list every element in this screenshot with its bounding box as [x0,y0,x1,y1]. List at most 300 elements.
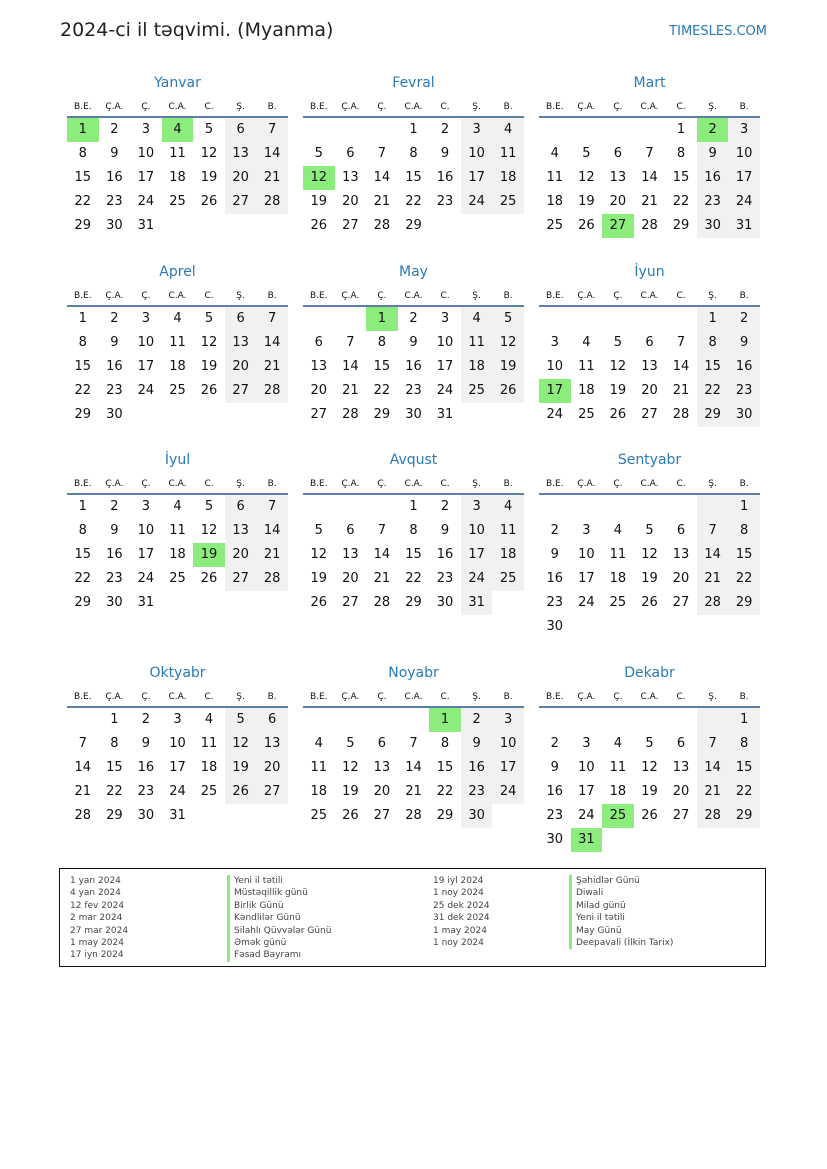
day-cell[interactable]: 7 [645,146,654,161]
day-cell[interactable]: 8 [728,519,760,543]
day-cell[interactable]: 18 [169,359,186,374]
day-cell[interactable]: 5 [645,736,654,751]
day-cell[interactable]: 23 [106,571,123,586]
day-cell[interactable]: 5 [346,736,355,751]
day-cell[interactable]: 14 [641,170,658,185]
day-cell[interactable]: 5 [314,146,323,161]
day-cell[interactable]: 21 [256,355,288,379]
day-cell[interactable]: 10 [137,335,155,350]
day-cell[interactable]: 23 [546,808,564,823]
day-cell[interactable]: 29 [74,218,92,233]
day-cell[interactable]: 25 [602,804,634,828]
day-cell[interactable]: 14 [697,756,729,780]
day-cell[interactable]: 10 [461,142,493,166]
day-cell[interactable]: 3 [582,523,591,538]
day-cell[interactable]: 23 [728,379,760,403]
day-cell[interactable]: 30 [106,407,123,422]
day-cell[interactable]: 30 [546,619,564,634]
day-cell[interactable]: 29 [697,403,729,427]
day-cell[interactable]: 18 [492,543,524,567]
day-cell[interactable]: 1 [429,708,461,732]
day-cell[interactable]: 26 [578,218,595,233]
day-cell[interactable]: 31 [571,828,603,852]
day-cell[interactable]: 26 [492,379,524,403]
day-cell[interactable]: 15 [106,760,123,775]
day-cell[interactable]: 23 [436,571,454,586]
day-cell[interactable]: 23 [405,383,422,398]
day-cell[interactable]: 22 [74,571,92,586]
day-cell[interactable]: 7 [697,732,729,756]
day-cell[interactable]: 7 [78,736,87,751]
day-cell[interactable]: 29 [405,218,422,233]
day-cell[interactable]: 26 [225,780,257,804]
day-cell[interactable]: 21 [74,784,92,799]
day-cell[interactable]: 1 [728,708,760,732]
day-cell[interactable]: 5 [204,311,214,326]
day-cell[interactable]: 29 [74,407,92,422]
day-cell[interactable]: 12 [342,760,359,775]
day-cell[interactable]: 16 [728,355,760,379]
day-cell[interactable]: 17 [169,760,186,775]
day-cell[interactable]: 7 [697,519,729,543]
day-cell[interactable]: 12 [310,547,328,562]
day-cell[interactable]: 26 [609,407,627,422]
day-cell[interactable]: 8 [409,146,418,161]
day-cell[interactable]: 21 [697,780,729,804]
day-cell[interactable]: 26 [641,595,658,610]
day-cell[interactable]: 16 [436,170,454,185]
day-cell[interactable]: 12 [200,523,218,538]
day-cell[interactable]: 25 [310,808,328,823]
day-cell[interactable]: 7 [346,335,355,350]
day-cell[interactable]: 10 [546,359,564,374]
day-cell[interactable]: 4 [582,335,591,350]
day-cell[interactable]: 8 [78,335,87,350]
day-cell[interactable]: 26 [641,808,658,823]
day-cell[interactable]: 20 [373,784,391,799]
day-cell[interactable]: 5 [645,523,654,538]
day-cell[interactable]: 24 [546,407,564,422]
day-cell[interactable]: 26 [200,194,218,209]
day-cell[interactable]: 8 [697,331,729,355]
day-cell[interactable]: 8 [409,523,418,538]
day-cell[interactable]: 6 [613,146,623,161]
day-cell[interactable]: 19 [200,170,218,185]
day-cell[interactable]: 12 [492,331,524,355]
day-cell[interactable]: 2 [110,499,119,514]
day-cell[interactable]: 23 [137,784,155,799]
day-cell[interactable]: 7 [409,736,418,751]
day-cell[interactable]: 22 [74,194,92,209]
day-cell[interactable]: 16 [405,359,422,374]
day-cell[interactable]: 25 [169,194,186,209]
day-cell[interactable]: 25 [492,190,524,214]
day-cell[interactable]: 27 [672,808,690,823]
day-cell[interactable]: 29 [405,595,422,610]
day-cell[interactable]: 4 [173,499,182,514]
day-cell[interactable]: 24 [169,784,186,799]
brand-link[interactable]: TIMESLES.COM [669,24,767,39]
day-cell[interactable]: 31 [461,591,493,615]
day-cell[interactable]: 28 [641,218,658,233]
day-cell[interactable]: 11 [169,335,186,350]
day-cell[interactable]: 1 [78,499,87,514]
day-cell[interactable]: 10 [461,519,493,543]
day-cell[interactable]: 19 [310,571,328,586]
day-cell[interactable]: 20 [342,571,359,586]
day-cell[interactable]: 6 [377,736,387,751]
day-cell[interactable]: 4 [204,712,214,727]
day-cell[interactable]: 28 [697,804,729,828]
day-cell[interactable]: 13 [225,142,257,166]
day-cell[interactable]: 16 [546,784,564,799]
day-cell[interactable]: 5 [314,523,323,538]
day-cell[interactable]: 6 [645,335,654,350]
day-cell[interactable]: 4 [173,311,182,326]
day-cell[interactable]: 3 [461,495,493,519]
day-cell[interactable]: 22 [405,194,422,209]
day-cell[interactable]: 1 [110,712,119,727]
day-cell[interactable]: 25 [609,595,627,610]
day-cell[interactable]: 9 [728,331,760,355]
day-cell[interactable]: 22 [405,571,422,586]
day-cell[interactable]: 6 [225,118,257,142]
day-cell[interactable]: 17 [137,547,155,562]
day-cell[interactable]: 13 [672,547,690,562]
day-cell[interactable]: 17 [461,543,493,567]
day-cell[interactable]: 22 [74,383,92,398]
day-cell[interactable]: 8 [676,146,686,161]
day-cell[interactable]: 28 [672,407,690,422]
day-cell[interactable]: 9 [110,146,119,161]
day-cell[interactable]: 29 [106,808,123,823]
day-cell[interactable]: 20 [225,166,257,190]
day-cell[interactable]: 4 [162,118,194,142]
day-cell[interactable]: 4 [550,146,559,161]
day-cell[interactable]: 3 [173,712,182,727]
day-cell[interactable]: 3 [728,118,760,142]
day-cell[interactable]: 18 [609,571,627,586]
day-cell[interactable]: 24 [578,595,595,610]
day-cell[interactable]: 7 [256,118,288,142]
day-cell[interactable]: 15 [405,170,422,185]
day-cell[interactable]: 24 [137,194,155,209]
day-cell[interactable]: 11 [609,547,627,562]
day-cell[interactable]: 6 [346,146,355,161]
day-cell[interactable]: 4 [492,118,524,142]
day-cell[interactable]: 4 [461,307,493,331]
day-cell[interactable]: 28 [697,591,729,615]
day-cell[interactable]: 16 [137,760,155,775]
day-cell[interactable]: 15 [74,170,92,185]
day-cell[interactable]: 5 [204,122,214,137]
day-cell[interactable]: 13 [225,331,257,355]
day-cell[interactable]: 19 [225,756,257,780]
day-cell[interactable]: 24 [137,571,155,586]
day-cell[interactable]: 26 [200,571,218,586]
day-cell[interactable]: 12 [609,359,627,374]
day-cell[interactable]: 10 [578,547,595,562]
day-cell[interactable]: 18 [609,784,627,799]
day-cell[interactable]: 2 [550,736,559,751]
day-cell[interactable]: 25 [461,379,493,403]
day-cell[interactable]: 18 [546,194,564,209]
day-cell[interactable]: 10 [728,142,760,166]
day-cell[interactable]: 30 [461,804,493,828]
day-cell[interactable]: 16 [697,166,729,190]
day-cell[interactable]: 12 [578,170,595,185]
day-cell[interactable]: 21 [672,383,690,398]
day-cell[interactable]: 20 [256,756,288,780]
day-cell[interactable]: 30 [137,808,155,823]
day-cell[interactable]: 11 [169,146,186,161]
day-cell[interactable]: 9 [141,736,151,751]
day-cell[interactable]: 2 [141,712,151,727]
day-cell[interactable]: 18 [169,170,186,185]
day-cell[interactable]: 30 [106,595,123,610]
day-cell[interactable]: 5 [582,146,591,161]
day-cell[interactable]: 30 [106,218,123,233]
day-cell[interactable]: 27 [342,595,359,610]
day-cell[interactable]: 20 [310,383,328,398]
day-cell[interactable]: 20 [609,194,627,209]
day-cell[interactable]: 28 [74,808,92,823]
day-cell[interactable]: 3 [582,736,591,751]
day-cell[interactable]: 11 [546,170,564,185]
day-cell[interactable]: 23 [546,595,564,610]
day-cell[interactable]: 6 [676,523,686,538]
day-cell[interactable]: 25 [492,567,524,591]
day-cell[interactable]: 14 [342,359,359,374]
day-cell[interactable]: 14 [373,170,391,185]
day-cell[interactable]: 14 [256,331,288,355]
day-cell[interactable]: 14 [256,142,288,166]
day-cell[interactable]: 19 [193,543,225,567]
day-cell[interactable]: 17 [578,571,595,586]
day-cell[interactable]: 9 [110,523,119,538]
day-cell[interactable]: 28 [405,808,422,823]
day-cell[interactable]: 2 [110,311,119,326]
day-cell[interactable]: 16 [106,547,123,562]
day-cell[interactable]: 16 [106,359,123,374]
day-cell[interactable]: 2 [440,499,450,514]
day-cell[interactable]: 1 [409,499,418,514]
day-cell[interactable]: 17 [578,784,595,799]
day-cell[interactable]: 22 [728,780,760,804]
day-cell[interactable]: 6 [225,307,257,331]
day-cell[interactable]: 12 [303,166,335,190]
day-cell[interactable]: 5 [225,708,257,732]
day-cell[interactable]: 14 [74,760,92,775]
day-cell[interactable]: 4 [492,495,524,519]
day-cell[interactable]: 22 [697,379,729,403]
day-cell[interactable]: 3 [141,311,151,326]
day-cell[interactable]: 2 [550,523,559,538]
day-cell[interactable]: 8 [78,523,87,538]
day-cell[interactable]: 29 [74,595,92,610]
day-cell[interactable]: 8 [440,736,450,751]
day-cell[interactable]: 25 [169,571,186,586]
day-cell[interactable]: 2 [697,118,729,142]
day-cell[interactable]: 5 [613,335,623,350]
day-cell[interactable]: 2 [110,122,119,137]
day-cell[interactable]: 9 [110,335,119,350]
day-cell[interactable]: 24 [728,190,760,214]
day-cell[interactable]: 18 [310,784,328,799]
day-cell[interactable]: 13 [373,760,391,775]
day-cell[interactable]: 9 [409,335,418,350]
day-cell[interactable]: 12 [641,760,658,775]
day-cell[interactable]: 19 [578,194,595,209]
day-cell[interactable]: 21 [373,571,391,586]
day-cell[interactable]: 19 [609,383,627,398]
day-cell[interactable]: 2 [440,122,450,137]
day-cell[interactable]: 27 [225,567,257,591]
day-cell[interactable]: 18 [492,166,524,190]
day-cell[interactable]: 24 [578,808,595,823]
day-cell[interactable]: 17 [436,359,454,374]
day-cell[interactable]: 15 [728,543,760,567]
day-cell[interactable]: 17 [137,359,155,374]
day-cell[interactable]: 17 [728,166,760,190]
day-cell[interactable]: 6 [676,736,686,751]
day-cell[interactable]: 1 [78,311,87,326]
day-cell[interactable]: 30 [728,403,760,427]
day-cell[interactable]: 28 [342,407,359,422]
day-cell[interactable]: 1 [409,122,418,137]
day-cell[interactable]: 22 [106,784,123,799]
day-cell[interactable]: 6 [346,523,355,538]
day-cell[interactable]: 2 [728,307,760,331]
day-cell[interactable]: 24 [461,190,493,214]
day-cell[interactable]: 27 [225,190,257,214]
day-cell[interactable]: 7 [676,335,686,350]
day-cell[interactable]: 4 [613,523,623,538]
day-cell[interactable]: 21 [405,784,422,799]
day-cell[interactable]: 23 [436,194,454,209]
day-cell[interactable]: 26 [310,595,328,610]
day-cell[interactable]: 13 [225,519,257,543]
day-cell[interactable]: 11 [609,760,627,775]
day-cell[interactable]: 8 [728,732,760,756]
day-cell[interactable]: 20 [672,571,690,586]
day-cell[interactable]: 25 [200,784,218,799]
day-cell[interactable]: 9 [550,760,559,775]
day-cell[interactable]: 19 [200,359,218,374]
day-cell[interactable]: 7 [377,523,387,538]
day-cell[interactable]: 23 [106,194,123,209]
day-cell[interactable]: 10 [169,736,186,751]
day-cell[interactable]: 17 [492,756,524,780]
day-cell[interactable]: 31 [137,218,155,233]
day-cell[interactable]: 27 [225,379,257,403]
day-cell[interactable]: 28 [373,218,391,233]
day-cell[interactable]: 10 [436,335,454,350]
day-cell[interactable]: 21 [342,383,359,398]
day-cell[interactable]: 22 [436,784,454,799]
day-cell[interactable]: 28 [373,595,391,610]
day-cell[interactable]: 29 [373,407,391,422]
day-cell[interactable]: 25 [578,407,595,422]
day-cell[interactable]: 15 [672,170,690,185]
day-cell[interactable]: 18 [200,760,218,775]
day-cell[interactable]: 25 [169,383,186,398]
day-cell[interactable]: 22 [728,567,760,591]
day-cell[interactable]: 30 [546,832,564,847]
day-cell[interactable]: 24 [461,567,493,591]
day-cell[interactable]: 26 [200,383,218,398]
day-cell[interactable]: 15 [74,547,92,562]
day-cell[interactable]: 12 [641,547,658,562]
day-cell[interactable]: 16 [546,571,564,586]
day-cell[interactable]: 29 [728,591,760,615]
day-cell[interactable]: 9 [440,523,450,538]
day-cell[interactable]: 27 [373,808,391,823]
day-cell[interactable]: 6 [314,335,323,350]
day-cell[interactable]: 16 [106,170,123,185]
day-cell[interactable]: 30 [697,214,729,238]
day-cell[interactable]: 23 [106,383,123,398]
day-cell[interactable]: 18 [461,355,493,379]
day-cell[interactable]: 20 [342,194,359,209]
day-cell[interactable]: 29 [436,808,454,823]
day-cell[interactable]: 2 [461,708,493,732]
day-cell[interactable]: 3 [141,122,151,137]
day-cell[interactable]: 15 [74,359,92,374]
day-cell[interactable]: 14 [373,547,391,562]
day-cell[interactable]: 24 [436,383,454,398]
day-cell[interactable]: 12 [200,146,218,161]
day-cell[interactable]: 28 [256,190,288,214]
day-cell[interactable]: 27 [602,214,634,238]
day-cell[interactable]: 15 [373,359,391,374]
day-cell[interactable]: 4 [613,736,623,751]
day-cell[interactable]: 3 [550,335,559,350]
day-cell[interactable]: 11 [492,519,524,543]
day-cell[interactable]: 5 [204,499,214,514]
day-cell[interactable]: 11 [492,142,524,166]
day-cell[interactable]: 11 [169,523,186,538]
day-cell[interactable]: 27 [310,407,328,422]
day-cell[interactable]: 12 [225,732,257,756]
day-cell[interactable]: 27 [641,407,658,422]
day-cell[interactable]: 30 [405,407,422,422]
day-cell[interactable]: 24 [137,383,155,398]
day-cell[interactable]: 8 [377,335,387,350]
day-cell[interactable]: 8 [110,736,119,751]
day-cell[interactable]: 5 [492,307,524,331]
day-cell[interactable]: 21 [641,194,658,209]
day-cell[interactable]: 21 [256,166,288,190]
day-cell[interactable]: 17 [461,166,493,190]
day-cell[interactable]: 28 [256,567,288,591]
day-cell[interactable]: 3 [492,708,524,732]
day-cell[interactable]: 27 [672,595,690,610]
day-cell[interactable]: 31 [137,595,155,610]
day-cell[interactable]: 20 [225,355,257,379]
day-cell[interactable]: 3 [440,311,450,326]
day-cell[interactable]: 3 [461,118,493,142]
day-cell[interactable]: 4 [314,736,323,751]
day-cell[interactable]: 6 [225,495,257,519]
day-cell[interactable]: 16 [436,547,454,562]
day-cell[interactable]: 11 [578,359,595,374]
day-cell[interactable]: 28 [256,379,288,403]
day-cell[interactable]: 15 [728,756,760,780]
day-cell[interactable]: 14 [672,359,690,374]
day-cell[interactable]: 13 [342,170,359,185]
day-cell[interactable]: 23 [461,780,493,804]
